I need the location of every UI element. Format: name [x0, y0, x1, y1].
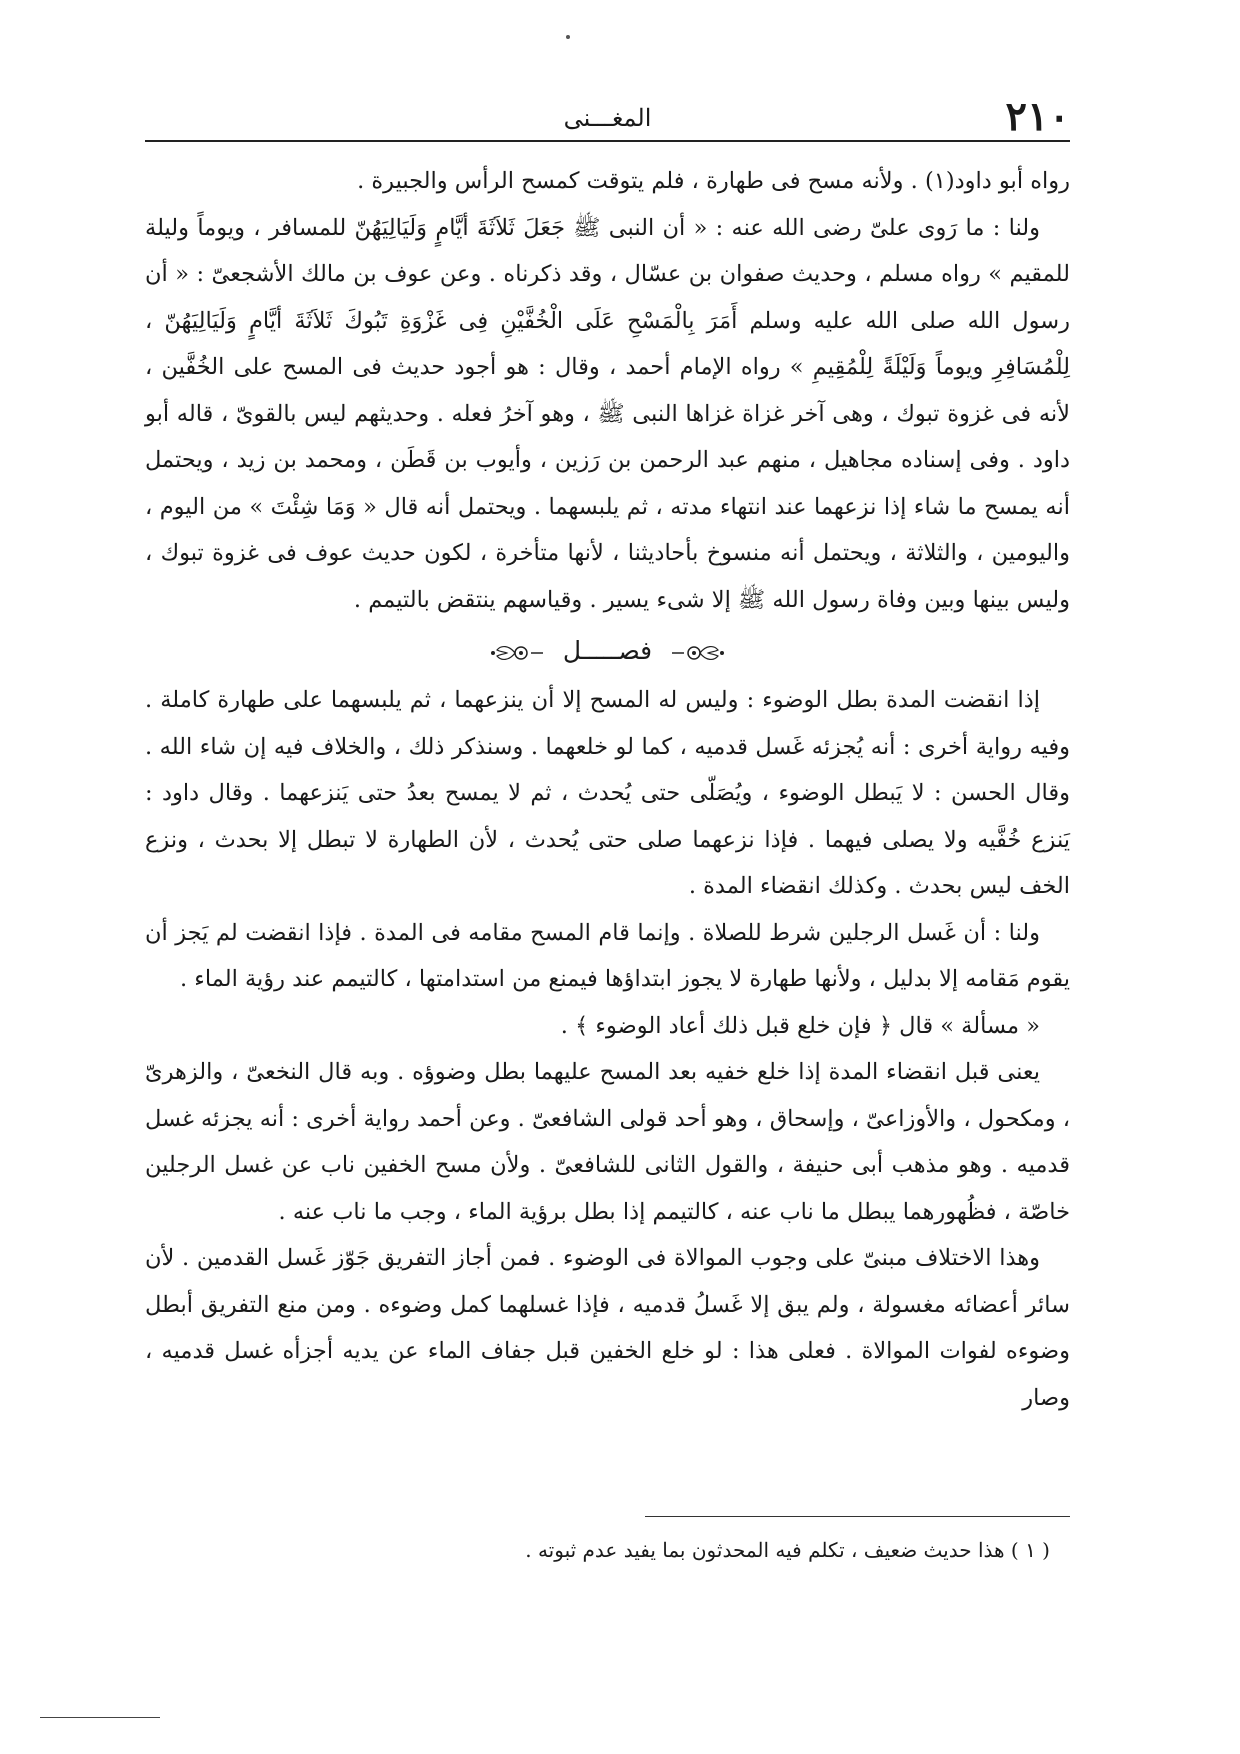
text-paragraph: يعنى قبل انقضاء المدة إذا خلع خفيه بعد المسح عليهما بطل وضوؤه . وبه قال النخعىّ ، والزهرىّ ، ومكحول ، والأوزاعىّ ، وإسحاق ، وهو أحد قولى الشافعىّ . وعن أحمد رواية أخرى : أنه يجزئه غسل قدميه . وهو مذهب أبى حنيفة ، والقول الثانى للشافعىّ . ولأن مسح الخفين ناب عن غسل الرجلين خاصّة ، فظُهورهما يبطل ما ناب عنه ، كالتيمم إذا بطل برؤية الماء ، وجب ما ناب عنه . — [144, 1059, 1070, 1225]
text-paragraph: إذا انقضت المدة بطل الوضوء : وليس له المسح إلا أن ينزعهما ، ثم يلبسهما على طهارة كاملة . وفيه رواية أخرى : أنه يُجزئه غَسل قدميه ، كما لو خلعهما . وسنذكر ذلك ، والخلاف فيه إن شاء الله . وقال الحسن : لا يَبطل الوضوء ، ويُصَلّى حتى يُحدث ، ثم لا يمسح بعدُ حتى يَنزعهما . وقال داود : يَنزع خُفَّيه ولا يصلى فيهما . فإذا نزعهما صلى حتى يُحدث ، لأن الطهارة لا تبطل إلا بحدث ، ونزع الخف ليس بحدث . وكذلك انقضاء المدة . — [145, 687, 1070, 899]
text-paragraph: ولنا : ما رَوى علىّ رضى الله عنه : « أن النبى ﷺ جَعَلَ ثَلاَثَةَ أيَّامٍ وَلَيَالِيَهُنّ للمسافر ، ويوماً وليلة للمقيم » رواه مسلم ، وحديث صفوان بن عسّال ، وقد ذكرناه . وعن عوف بن مالك الأشجعىّ : « أن رسول الله صلى الله عليه وسلم أَمَرَ بِالْمَسْحِ عَلَى الْخُفَّيْنِ فِى غَزْوَةِ تَبُوكَ ثَلاَثَةَ أيَّامٍ وَلَيَالِيَهُنّ ، لِلْمُسَافِرِ ويوماً وَلَيْلَةً لِلْمُقِيمِ » رواه الإمام أحمد ، وقال : هو أجود حديث فى المسح على الخُفَّين ، لأنه فى غزوة تبوك ، وهى آخر غزاة غزاها النبى ﷺ ، وهو آخرُ فعله . وحديثهم ليس بالقوىّ ، قاله أبو داود . وفى إسناده مجاهيل ، منهم عبد الرحمن بن رَزين ، وأيوب بن قَطَن ، ومحمد بن زيد ، ويحتمل أنه يمسح ما شاء إذا نزعهما عند انتهاء مدته ، ثم يلبسهما . ويحتمل أنه قال « وَمَا شِئْتَ » من اليوم ، واليومين ، والثلاثة ، ويحتمل أنه منسوخ بأحاديثنا ، لأنها متأخرة ، لكون حديث عوف فى غزوة تبوك ، وليس بينها وبين وفاة رسول الله ﷺ إلا شىء يسير . وقياسهم ينتقض بالتيمم . — [145, 214, 1070, 613]
text-paragraph: رواه أبو داود(١) . ولأنه مسح فى طهارة ، فلم يتوقت كمسح الرأس والجبيرة . — [357, 168, 1070, 194]
page-header — [145, 92, 1070, 142]
footnote-rule — [645, 1516, 1070, 1517]
header-rule — [145, 140, 1070, 142]
text-paragraph: ولنا : أن غَسل الرجلين شرط للصلاة . وإنما قام المسح مقامه فى المدة . فإذا انقضت لم يَجز أن يقوم مَقامه إلا بدليل ، ولأنها طهارة لا يجوز ابتداؤها فيمنع من استدامتها ، كالتيمم عند رؤية الماء . — [145, 919, 1070, 992]
main-text — [145, 158, 1070, 1421]
running-title: المغـــنى — [563, 104, 652, 132]
ornament-icon — [670, 642, 726, 664]
bottom-rule — [40, 1717, 160, 1718]
ornament-icon — [489, 642, 545, 664]
print-mark — [566, 35, 570, 39]
masala-heading: « مسألة » قال ﴿ فإن خلع قبل ذلك أعاد الوضوء ﴾ . — [560, 1012, 1040, 1039]
text-paragraph: وهذا الاختلاف مبنىّ على وجوب الموالاة فى الوضوء . فمن أجاز التفريق جَوّز غَسل القدمين . لأن سائر أعضائه مغسولة ، ولم يبق إلا غَسلُ قدميه ، فإذا غسلهما كمل وضوءه . ومن منع التفريق أبطل وضوءه لفوات الموالاة . فعلى هذا : لو خلع الخفين قبل جفاف الماء عن يديه أجزأه غسل قدميه ، وصار — [145, 1245, 1070, 1411]
section-heading-label: فصـــــل — [562, 636, 653, 665]
section-heading — [145, 627, 1070, 675]
footnote: ( ١ ) هذا حديث ضعيف ، تكلم فيه المحدثون بما يفيد عدم ثبوته . — [525, 1538, 1050, 1562]
page-number: ٢١٠ — [1005, 93, 1070, 140]
